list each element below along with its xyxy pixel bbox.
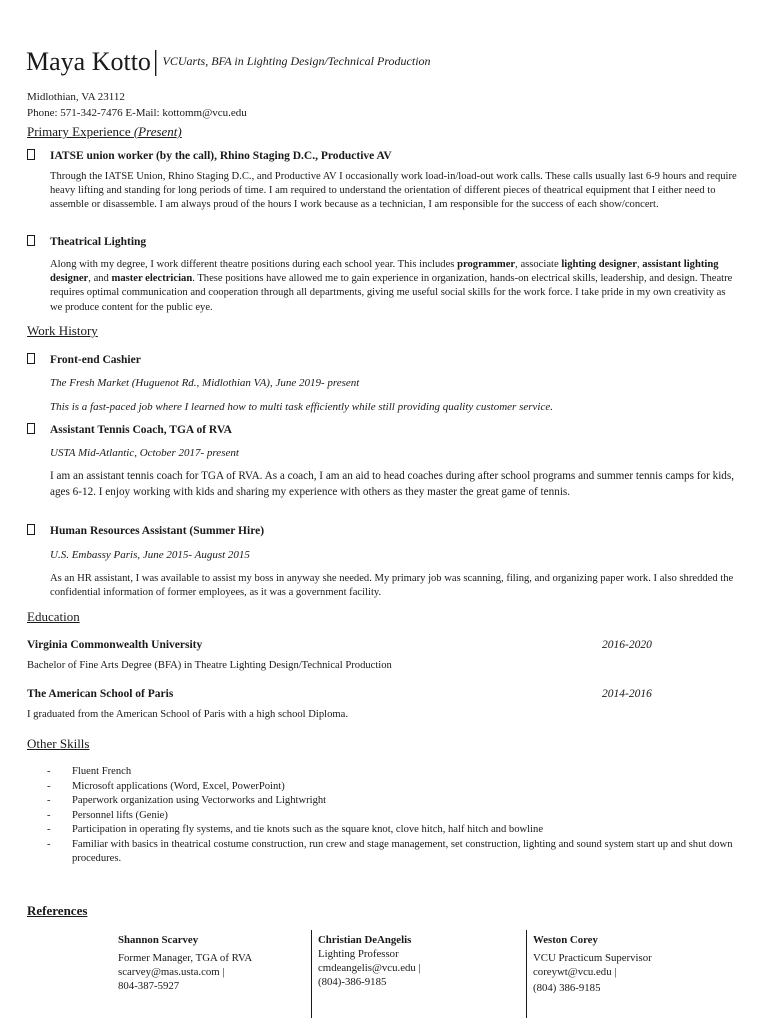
job-employer: The Fresh Market (Huguenot Rd., Midlothian VA), June 2019- present [50,377,360,389]
section-note: (Present) [133,124,182,139]
experience-description: Through the IATSE Union, Rhino Staging D.C., and Productive AV I occasionally work load-in/load-out work calls. These calls usually last 6-9 hours and require heavy lifting and standing for long periods of time. I am required to understand the orientation of different pieces of theatrical equipment that I either need to assemble or disassemble. I am always proud of the hours I work because as a technician, I am responsible for the success of each show/concert. [50,171,737,211]
reference-title: Lighting Professor [318,948,399,960]
section-other-skills: Other Skills [27,736,90,751]
reference-email: cmdeangelis@vcu.edu | [318,962,421,974]
reference-name: Christian DeAngelis [318,934,412,946]
job-heading: Assistant Tennis Coach, TGA of RVA [27,423,232,437]
section-title: Primary Experience [27,124,131,139]
reference-phone: 804-387-5927 [118,980,180,992]
section-work-history: Work History [27,323,98,338]
section-primary-experience [27,124,182,140]
reference-phone: (804)-386-9185 [318,976,387,988]
school-description: I graduated from the American School of Paris with a high school Diploma. [27,709,348,720]
reference-divider [526,930,527,1018]
reference-name: Weston Corey [533,934,598,946]
role-assistant-lighting-designer: assistant lighting designer [50,259,719,285]
skill-item: - Personnel lifts (Genie) [47,809,168,821]
school-years: 2014-2016 [602,688,652,700]
job-employer: U.S. Embassy Paris, June 2015- August 2015 [50,549,250,561]
school-name: Virginia Commonwealth University [27,639,203,651]
reference-2 [318,933,421,989]
job-description: I am an assistant tennis coach for TGA of RVA. As a coach, I am an aid to head coaches during after school programs and summer tennis camps for kids, ages 6-12. I enjoy working with kids and sharing my experience with others as they master the great game of tennis. [50,470,735,498]
school-years: 2016-2020 [602,639,652,651]
skills-list [47,765,747,867]
school-description: Bachelor of Fine Arts Degree (BFA) in Theatre Lighting Design/Technical Production [27,660,392,671]
header-separator: | [152,46,159,77]
skill-item: - Familiar with basics in theatrical costume construction, run crew and stage management, set construction, lighting and sound system start up and shut down procedures. [47,838,733,864]
experience-heading: IATSE union worker (by the call), Rhino Staging D.C., Productive AV [27,149,392,163]
section-education: Education [27,609,80,624]
school-name: The American School of Paris [27,688,174,700]
role-lighting-designer: lighting designer [561,259,637,270]
address-line: Midlothian, VA 23112 [27,91,125,103]
experience-heading: Theatrical Lighting [27,235,146,249]
degree-subtitle: VCUarts, BFA in Lighting Design/Technical Production [162,54,431,68]
resume-header [26,46,431,82]
reference-1 [118,933,252,993]
bullet-box-icon [27,235,35,246]
reference-3 [533,933,652,995]
reference-name: Shannon Scarvey [118,934,199,946]
job-employer: USTA Mid-Atlantic, October 2017- present [50,447,239,459]
candidate-name: Maya Kotto [26,47,151,76]
experience-description: Along with my degree, I work different theatre positions during each school year. This includes programmer, associate lighting designer, assistant lighting designer, and master electrician. These positions have allowed me to gain experience in organization, hands-on electrical skills, leadership, and design. Theatre requires optimal communication and cooperation through all departments, giving me useful social skills for the work force. I take pride in my own creativity as we produce content for the public eye. [50,259,733,313]
skill-item: - Participation in operating fly systems, and tie knots such as the square knot, clove hitch, half hitch and bowline [47,824,544,835]
phone-email-line: Phone: 571-342-7476 E-Mail: kottomm@vcu.edu [27,107,247,119]
job-heading: Front-end Cashier [27,353,141,367]
bullet-box-icon [27,149,35,160]
job-description: As an HR assistant, I was available to assist my boss in anyway she needed. My primary job was scanning, filing, and organizing paper work. I also shredded the confidential information of former employees, as it was a government facility. [50,573,734,599]
bullet-box-icon [27,524,35,535]
reference-title: Former Manager, TGA of RVA [118,952,253,964]
reference-email: coreywt@vcu.edu | [533,966,617,978]
reference-phone: (804) 386-9185 [533,982,601,994]
bullet-box-icon [27,423,35,434]
skill-item: - Fluent French [47,766,132,777]
role-programmer: programmer [457,259,516,270]
reference-divider [311,930,312,1018]
skill-item: - Microsoft applications (Word, Excel, PowerPoint) [47,780,285,792]
bullet-box-icon [27,353,35,364]
job-description: This is a fast-paced job where I learned how to multi task efficiently while still providing quality customer service. [50,401,553,413]
reference-title: VCU Practicum Supervisor [533,952,652,964]
skill-item: - Paperwork organization using Vectorworks and Lightwright [47,795,327,806]
section-references: References [27,903,88,918]
role-master-electrician: master electrician [111,273,193,285]
job-heading: Human Resources Assistant (Summer Hire) [27,524,264,538]
reference-email: scarvey@mas.usta.com | [118,966,225,978]
